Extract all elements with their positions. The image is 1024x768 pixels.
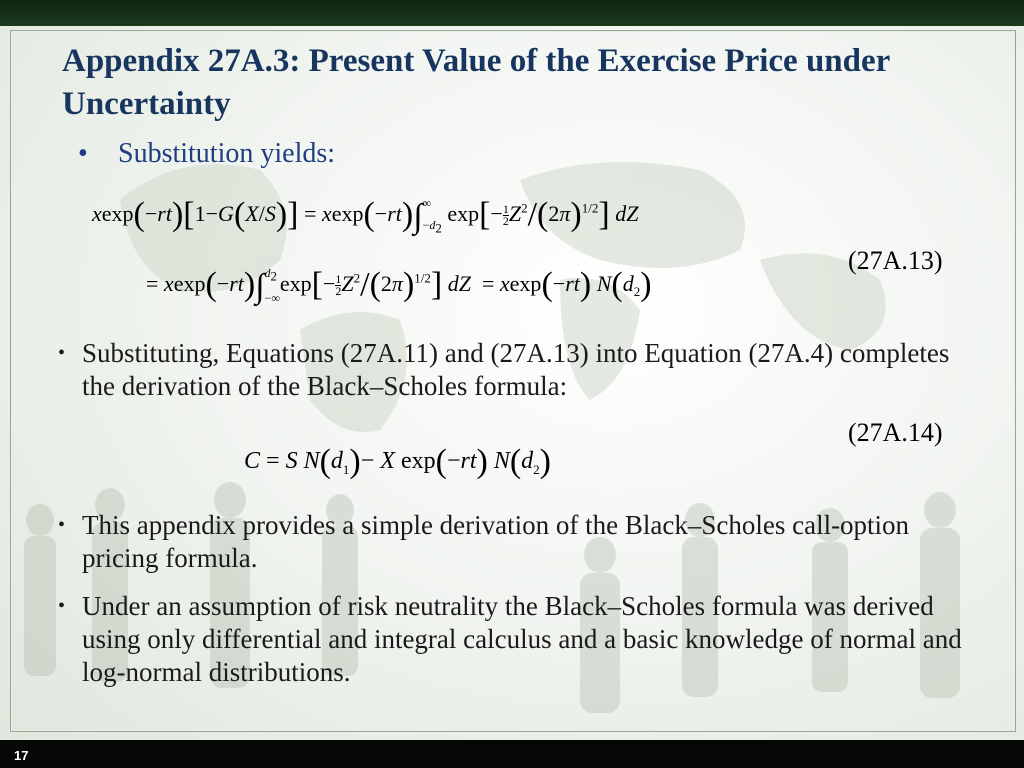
bullet-substituting xyxy=(58,337,988,407)
bullet-marker: • xyxy=(58,595,66,617)
bullet-risk-neutrality-text: Under an assumption of risk neutrality the Black–Scholes formula was derived using only differential and integral calculus and a basic knowledge of normal and log-normal distributions. xyxy=(82,591,962,687)
equation-27A14-number: (27A.14) xyxy=(848,418,943,447)
equation-27A13-line1: xexp(−rt)[1−G(X/S)] = xexp(−rt)∫ ∞ $-d_2$ exp[− $\frac{1}{2}Z^2/(2\pi)^{1/2}$] dZ xyxy=(92,195,639,236)
intro-bullet-text: Substitution yields: xyxy=(118,138,336,169)
equation-27A14-black-scholes: C = S $N(d_1)- X$ exp(−rt) $N(d_2)$ xyxy=(244,443,551,480)
bullet-appendix xyxy=(58,509,988,579)
bullet-marker: • xyxy=(58,514,66,536)
slide-title: Appendix 27A.3: Present Value of the Exercise Price under Uncertainty xyxy=(62,43,890,122)
bullet-substituting-text: Substituting, Equations (27A.11) and (27A.13) into Equation (27A.4) completes the derivation of the Black–Scholes formula: xyxy=(82,338,950,401)
equation-27A13-number: (27A.13) xyxy=(848,246,943,275)
equation-27A13-line2: = xexp(−rt)∫ $d_2$ −∞ exp[− $\frac{1}{2}Z^2/(2\pi)^{1/2}$] dZ = xexp(−rt) $N(d_2)$ xyxy=(146,265,652,306)
bullet-appendix-text: This appendix provides a simple derivation of the Black–Scholes call-option pricing formula. xyxy=(82,510,910,573)
bottom-bar xyxy=(0,740,1024,768)
bullet-marker: • xyxy=(78,138,88,169)
page-number: 17 xyxy=(14,748,29,763)
bullet-marker: • xyxy=(58,342,66,364)
bullet-risk-neutrality xyxy=(58,590,988,695)
